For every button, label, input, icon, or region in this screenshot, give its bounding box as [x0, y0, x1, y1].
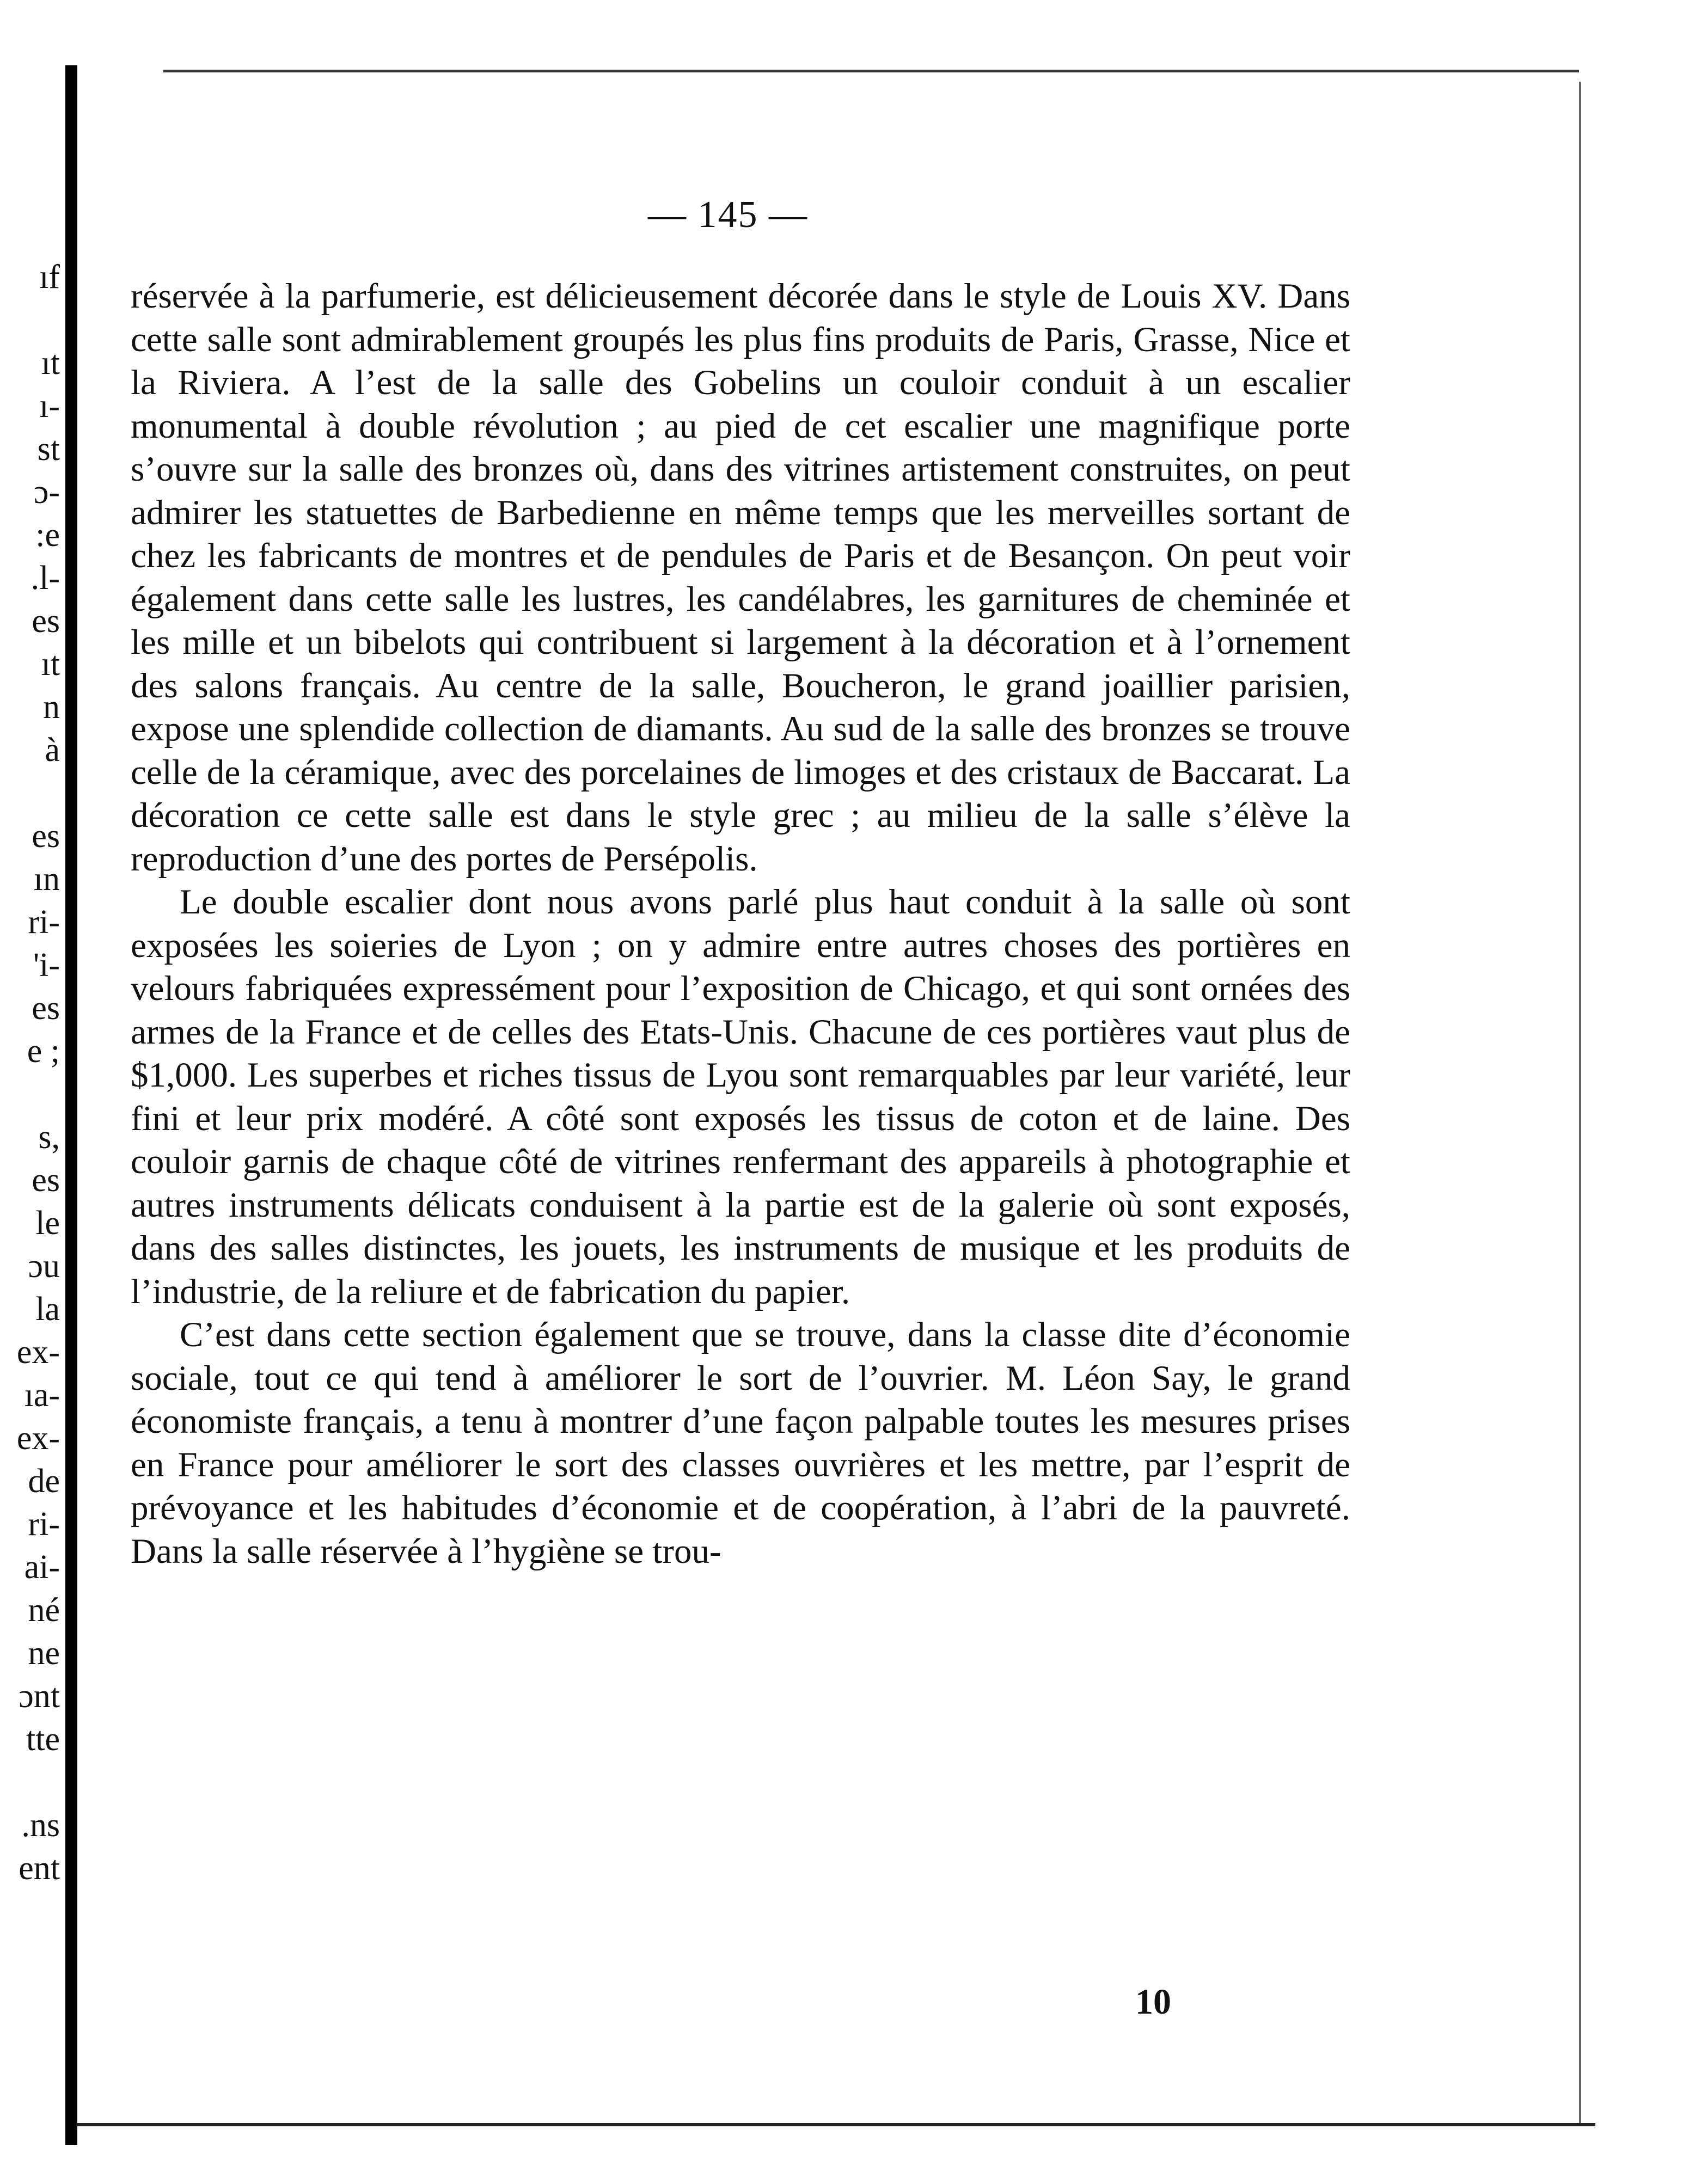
facing-fragment	[0, 772, 60, 815]
facing-fragment: ın	[33, 861, 60, 898]
facing-fragment: ent	[19, 1850, 60, 1887]
facing-fragment: ri-	[28, 1506, 60, 1543]
facing-fragment: ı-	[39, 388, 60, 425]
facing-fragment	[0, 299, 60, 342]
right-page-edge	[1579, 82, 1581, 2123]
facing-fragment: ai-	[24, 1549, 60, 1586]
facing-fragment: ɔu	[28, 1248, 60, 1285]
facing-fragment: ne	[28, 1635, 60, 1672]
facing-fragment: tte	[26, 1721, 60, 1758]
facing-fragment: ɔnt	[19, 1678, 60, 1715]
facing-fragment: ıt	[41, 646, 60, 683]
facing-fragment: 'i-	[33, 947, 60, 984]
facing-fragment: ex-	[16, 1334, 60, 1371]
bottom-rule	[76, 2123, 1595, 2126]
facing-fragment: n	[43, 689, 60, 726]
facing-fragment: e ;	[27, 1033, 60, 1070]
facing-fragment: es	[32, 990, 60, 1027]
facing-page-fragments	[0, 256, 60, 1890]
facing-fragment	[0, 1761, 60, 1804]
facing-fragment	[0, 1073, 60, 1116]
top-rule	[163, 70, 1579, 72]
facing-fragment: .l-	[30, 560, 60, 597]
signature-mark: 10	[1135, 1982, 1171, 2022]
binding-edge-rule	[65, 65, 77, 2145]
facing-fragment: .ns	[21, 1807, 60, 1844]
facing-fragment: ex-	[16, 1420, 60, 1457]
facing-fragment: es	[32, 1162, 60, 1199]
page-number: — 145 —	[648, 194, 808, 236]
body-text	[131, 275, 1350, 1573]
facing-fragment: ıt	[41, 345, 60, 382]
facing-fragment: le	[35, 1205, 60, 1242]
facing-fragment: la	[35, 1291, 60, 1328]
facing-fragment: es	[32, 818, 60, 855]
facing-fragment: es	[32, 603, 60, 640]
facing-fragment: ri-	[28, 904, 60, 941]
facing-fragment: ɔ-	[33, 474, 60, 511]
facing-fragment: ıa-	[24, 1377, 60, 1414]
facing-fragment: à	[45, 732, 60, 769]
facing-fragment: né	[28, 1592, 60, 1629]
facing-fragment: ıf	[39, 259, 60, 296]
facing-fragment: s,	[38, 1119, 60, 1156]
facing-fragment: de	[28, 1463, 60, 1500]
paragraph-3: C’est dans cette section également que se trouve, dans la classe dite d’économie sociale, tout ce qui tend à améliorer le sort de l’ouvrier. M. Léon Say, le grand économiste français, a tenu à montrer d’une façon palpable toutes les mesures prises en France pour améliorer le sort des classes ouvrières et les mettre, par l’esprit de prévoyance et les habitudes d’économie et de coopération, à l’abri de la pauvreté. Dans la salle réservée à l’hygiène se trou-	[131, 1315, 1350, 1571]
facing-fragment: :e	[35, 517, 60, 554]
paragraph-2: Le double escalier dont nous avons parlé plus haut conduit à la salle où sont exposées les soieries de Lyon ; on y admire entre autres choses des portières en velours fabriquées expressément pour l’exposition de Chicago, et qui sont ornées des armes de la France et de celles des Etats-Unis. Chacune de ces portières vaut plus de $1,000. Les superbes et riches tissus de Lyou sont remarquables par leur variété, leur fini et leur prix modéré. A côté sont exposés les tissus de coton et de laine. Des couloir garnis de chaque côté de vitrines renfermant des appareils à photographie et autres instruments délicats conduisent à la partie est de la galerie où sont exposés, dans des salles distinctes, les jouets, les instruments de musique et les produits de l’industrie, de la reliure et de fabrication du papier.	[131, 882, 1350, 1311]
paragraph-1: réservée à la parfumerie, est délicieusement décorée dans le style de Louis XV. Dans cette salle sont admirablement groupés les plus fins produits de Paris, Grasse, Nice et la Riviera. A l’est de la salle des Gobelins un couloir conduit à un escalier monumental à double révolution ; au pied de cet escalier une magnifique porte s’ouvre sur la salle des bronzes où, dans des vitrines artistement construites, on peut admirer les statuettes de Barbedienne en même temps que les merveilles sortant de chez les fabricants de montres et de pendules de Paris et de Besançon. On peut voir également dans cette salle les lustres, les candélabres, les garnitures de cheminée et les mille et un bibelots qui contribuent si largement à la décoration et à l’ornement des salons français. Au centre de la salle, Boucheron, le grand joaillier parisien, expose une splendide collection de diamants. Au sud de la salle des bronzes se trouve celle de la céramique, avec des porcelaines de limoges et des cristaux de Baccarat. La décoration ce cette salle est dans le style grec ; au milieu de la salle s’élève la reproduction d’une des portes de Persépolis.	[131, 277, 1350, 879]
facing-fragment: st	[37, 431, 60, 468]
